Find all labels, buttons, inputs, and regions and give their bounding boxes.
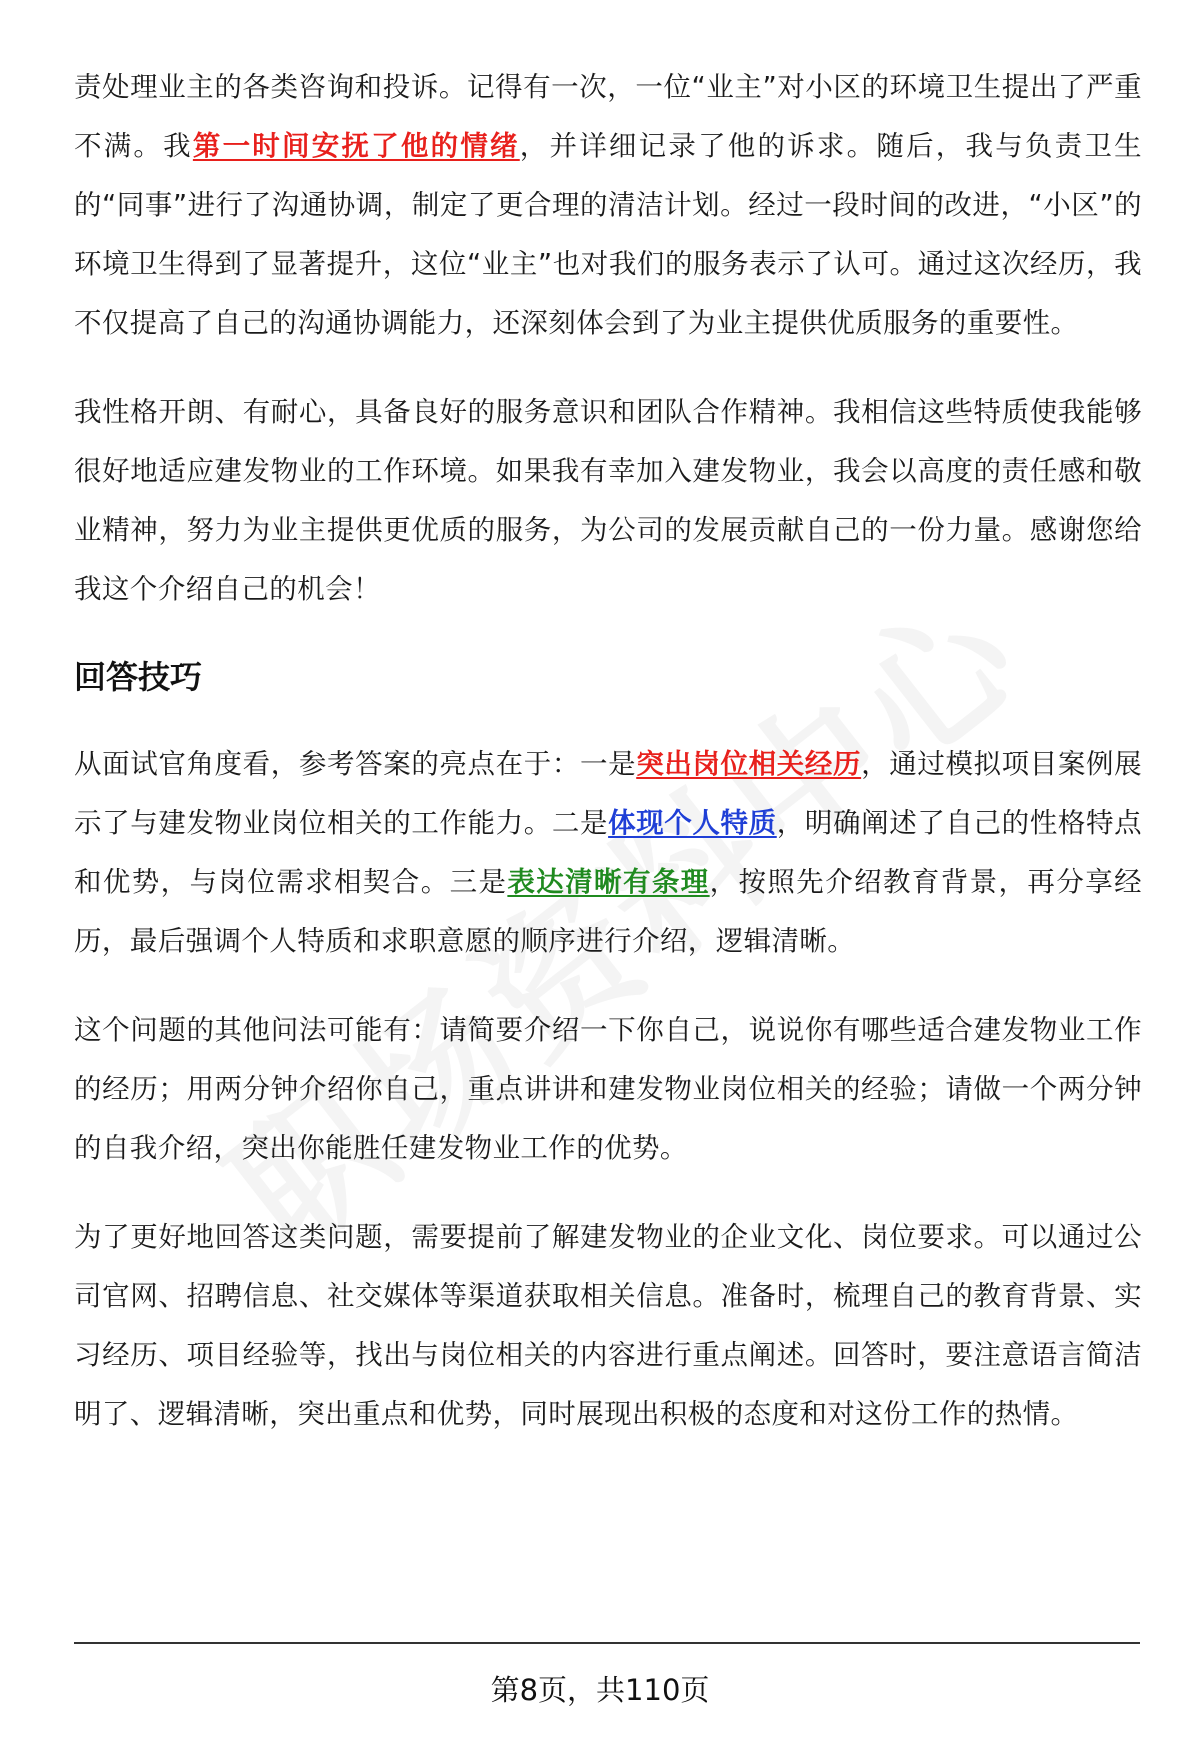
paragraph-experience [74, 58, 1142, 353]
text-run: ，并详细记录了他的诉求。随后，我与负责卫生的“同事”进行了沟通协调，制定了更合理的清洁计划。经过一段时间的改进，“小区”的环境卫生得到了显著提升，这位“业主”也对我们的服务表示了认可。通过这次经历，我不仅提高了自己的沟通协调能力，还深刻体会到了为业主提供优质服务的重要性。 [74, 130, 1142, 339]
paragraph-highlights [74, 735, 1142, 971]
footer-divider [74, 1642, 1140, 1644]
text-run: ，按照先介绍教育背景，再分享经历，最后强调个人特质和求职意愿的顺序进行介绍，逻辑清晰。 [74, 866, 1143, 957]
text-run: ，明确阐述了自己的性格特点和优势，与岗位需求相契合。三是 [74, 807, 1142, 898]
highlight-blue: 体现个人特质 [608, 807, 777, 839]
paragraph-preparation [74, 1208, 1142, 1444]
text-run: ，通过模拟项目案例展示了与建发物业岗位相关的工作能力。二是 [74, 748, 1143, 839]
page-number: 第8页，共110页 [490, 1673, 710, 1707]
text-run: 这个问题的其他问法可能有：请简要介绍一下你自己，说说你有哪些适合建发物业工作的经历；用两分钟介绍你自己，重点讲讲和建发物业岗位相关的经验；请做一个两分钟的自我介绍，突出你能胜任建发物业工作的优势。 [74, 1014, 1142, 1164]
paragraph-personality [74, 383, 1142, 619]
highlight-red: 突出岗位相关经历 [636, 748, 862, 780]
document-body [74, 58, 1142, 1474]
text-run: 责处理业主的各类咨询和投诉。记得有一次，一位“业主”对小区的环境卫生提出了严重不满。我 [74, 71, 1142, 162]
section-heading: 回答技巧 [74, 658, 203, 696]
text-run: 从面试官角度看，参考答案的亮点在于：一是 [74, 748, 637, 780]
text-run: 为了更好地回答这类问题，需要提前了解建发物业的企业文化、岗位要求。可以通过公司官网、招聘信息、社交媒体等渠道获取相关信息。准备时，梳理自己的教育背景、实习经历、项目经验等，找出与岗位相关的内容进行重点阐述。回答时，要注意语言简洁明了、逻辑清晰，突出重点和优势，同时展现出积极的态度和对这份工作的热情。 [74, 1221, 1142, 1430]
highlight-red: 第一时间安抚了他的情绪 [192, 130, 520, 162]
paragraph-alternatives [74, 1001, 1142, 1178]
text-run: 我性格开朗、有耐心，具备良好的服务意识和团队合作精神。我相信这些特质使我能够很好地适应建发物业的工作环境。如果我有幸加入建发物业，我会以高度的责任感和敬业精神，努力为业主提供更优质的服务，为公司的发展贡献自己的一份力量。感谢您给我这个介绍自己的机会！ [74, 396, 1142, 605]
highlight-green: 表达清晰有条理 [507, 866, 710, 898]
